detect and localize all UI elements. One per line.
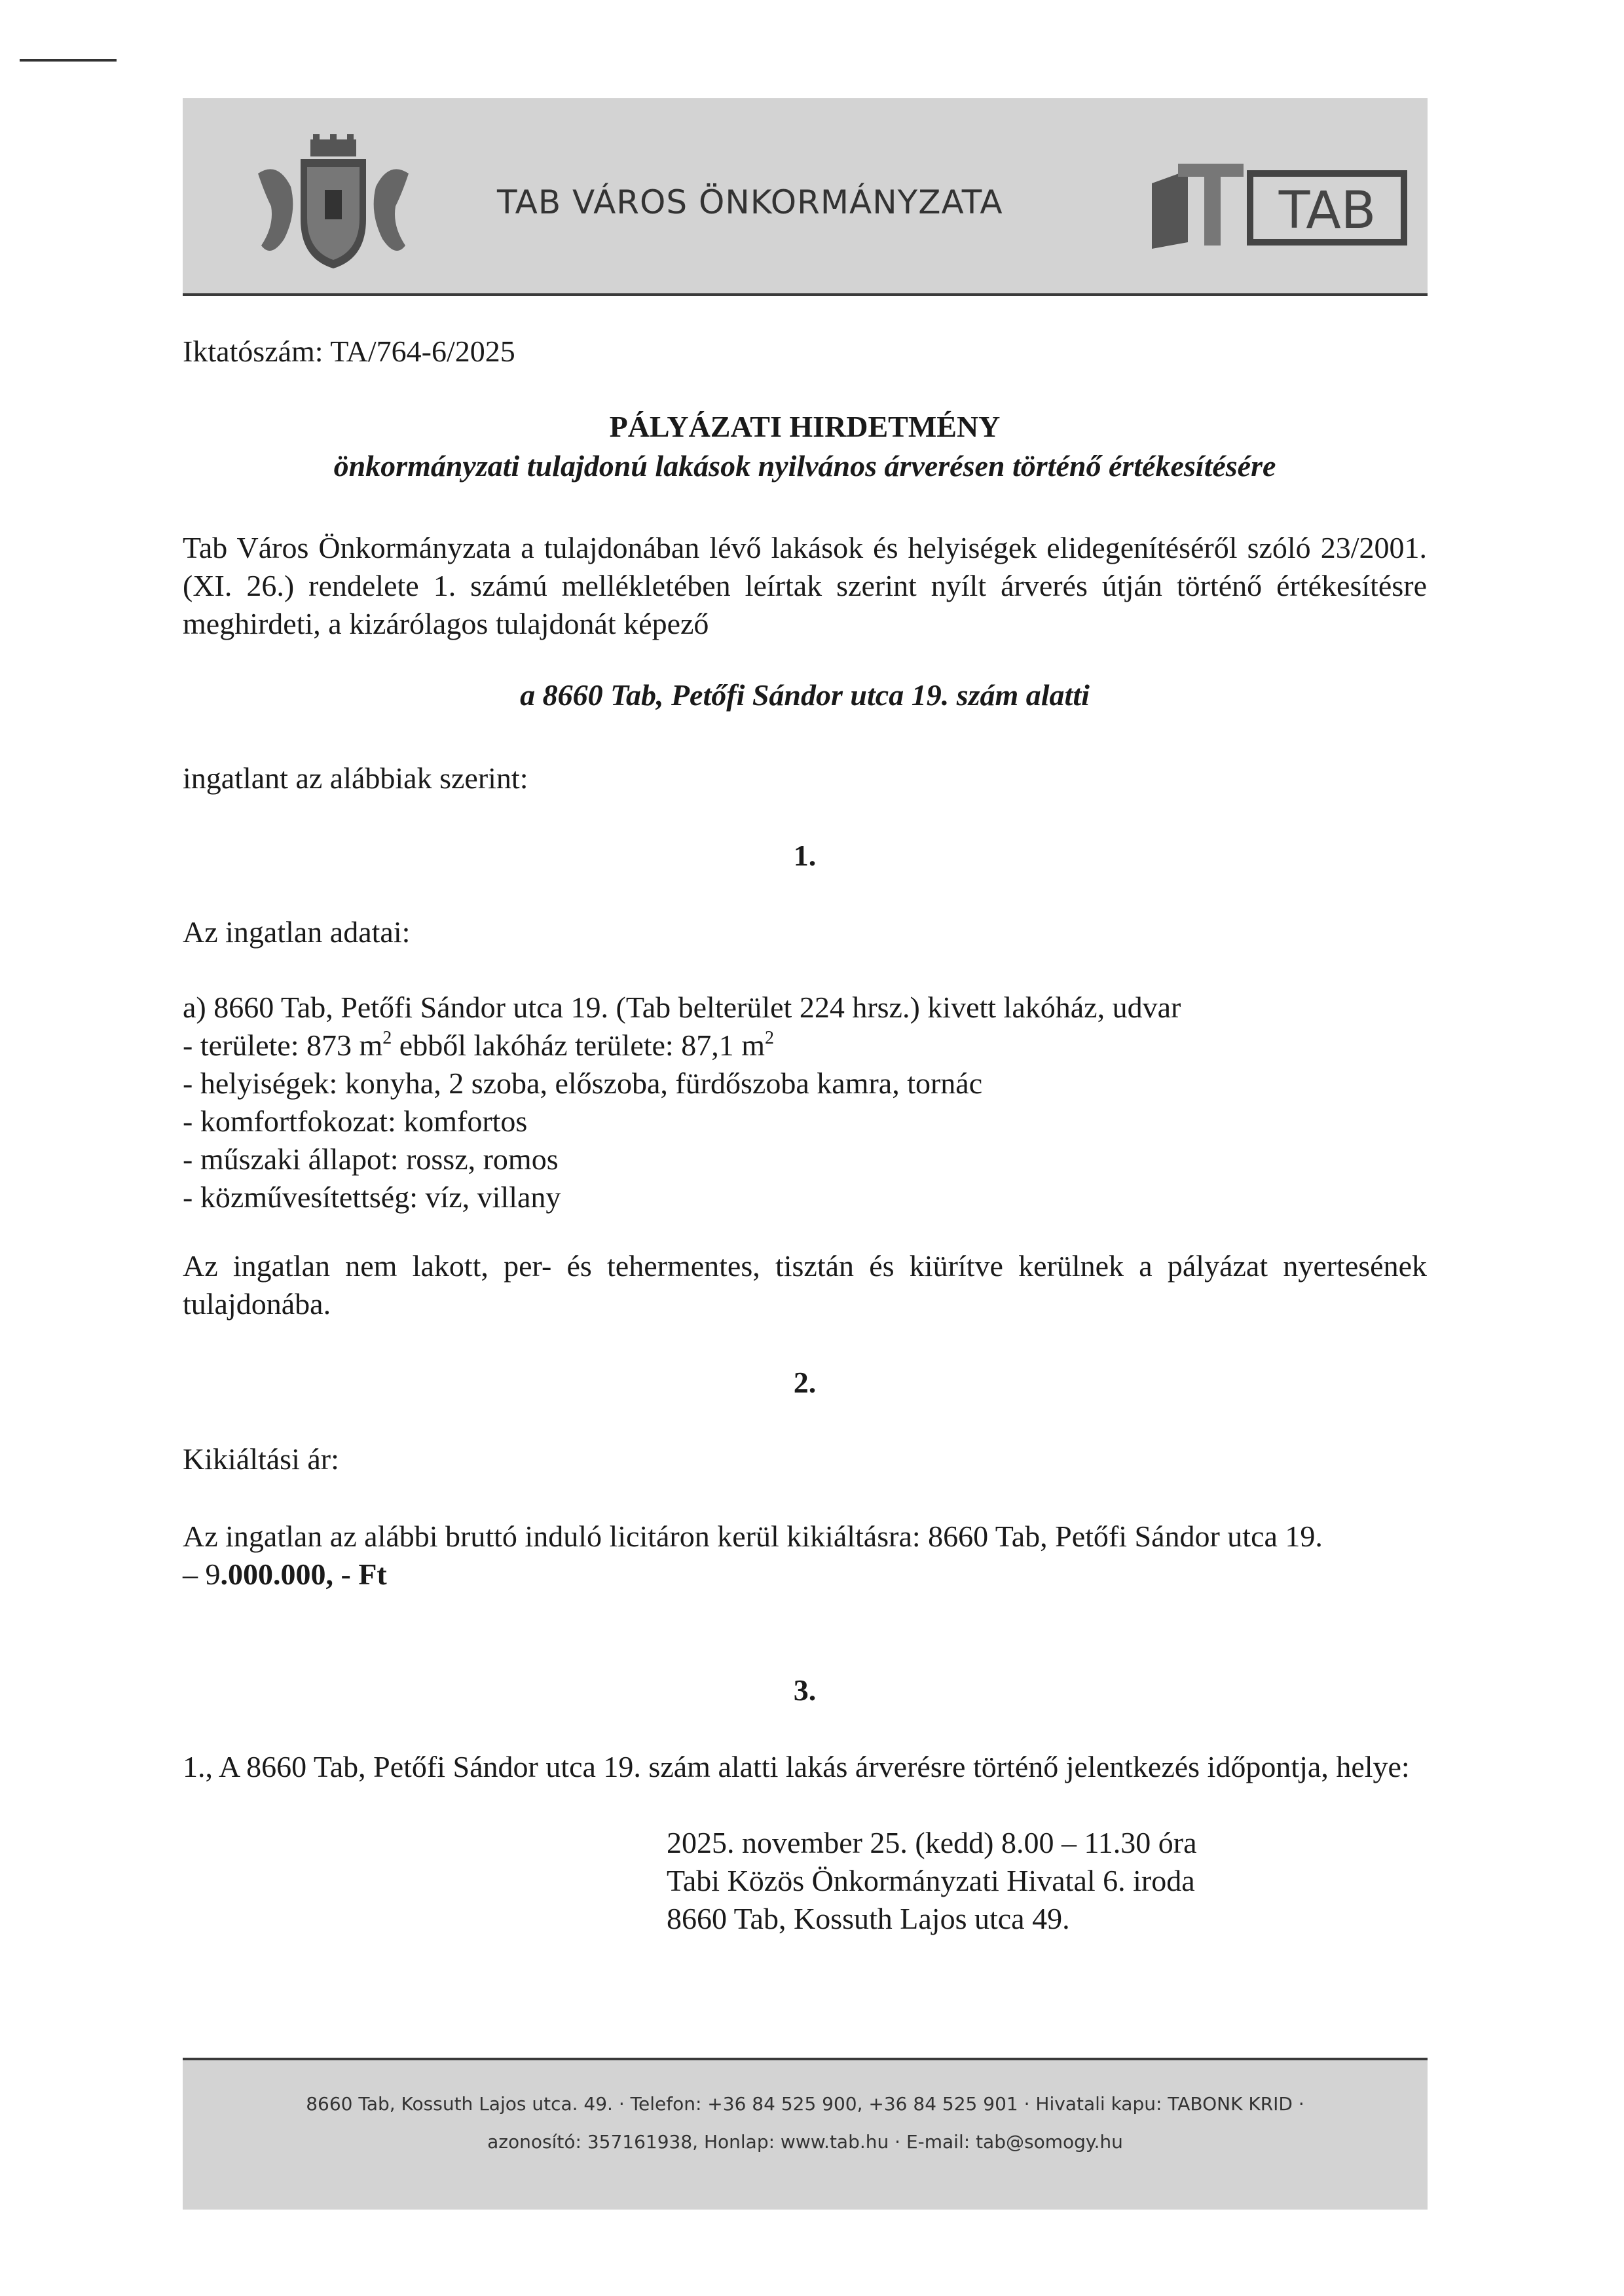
footer-contact-line-2: azonosító: 357161938, Honlap: www.tab.hu · E-mail: tab@somogy.hu <box>487 2131 1123 2153</box>
scan-mark <box>20 59 117 62</box>
notice-subtitle: önkormányzati tulajdonú lakások nyilvános árverésen történő értékesítésére <box>333 449 1276 483</box>
property-rooms: - helyiségek: konyha, 2 szoba, előszoba, fürdőszoba kamra, tornác <box>183 1066 983 1100</box>
section-2-number: 2. <box>793 1366 817 1399</box>
property-comfort: - komfortfokozat: komfortos <box>183 1104 528 1138</box>
letterhead <box>183 98 1428 296</box>
property-line-a: a) 8660 Tab, Petőfi Sándor utca 19. (Tab belterület 224 hrsz.) kivett lakóház, udvar <box>183 991 1181 1024</box>
registration-place: Tabi Közös Önkormányzati Hivatal 6. iroda <box>667 1864 1195 1897</box>
footer-contact-line-1: 8660 Tab, Kossuth Lajos utca. 49. · Telefon: +36 84 525 900, +36 84 525 901 · Hivatali kapu: TABONK KRID · <box>306 2093 1304 2115</box>
notice-title: PÁLYÁZATI HIRDETMÉNY <box>609 410 1001 443</box>
property-details <box>183 989 1181 1216</box>
registration-details <box>667 1824 1197 1938</box>
starting-price-text: Az ingatlan az alábbi bruttó induló licitáron kerül kikiáltásra: 8660 Tab, Petőfi Sándor utca 19. <box>183 1520 1323 1553</box>
coat-of-arms-icon <box>245 134 422 272</box>
section-3-number: 3. <box>793 1673 817 1707</box>
section-2-label: Kikiáltási ár: <box>183 1442 339 1476</box>
property-condition: - műszaki állapot: rossz, romos <box>183 1142 559 1176</box>
section-1-number: 1. <box>793 839 817 872</box>
property-status: Az ingatlan nem lakott, per- és tehermentes, tisztán és kiürítve kerülnek a pályázat nyertesének tulajdonába. <box>183 1249 1427 1321</box>
footer <box>183 2058 1428 2210</box>
section-1-label: Az ingatlan adatai: <box>183 915 411 949</box>
registration-info: 1., A 8660 Tab, Petőfi Sándor utca 19. szám alatti lakás árverésre történő jelentkezés időpontja, helye: <box>183 1750 1410 1783</box>
registration-date: 2025. november 25. (kedd) 8.00 – 11.30 óra <box>667 1826 1197 1859</box>
municipality-title: TAB VÁROS ÖNKORMÁNYZATA <box>497 183 1003 221</box>
property-intro: ingatlant az alábbiak szerint: <box>183 761 528 795</box>
property-address: a 8660 Tab, Petőfi Sándor utca 19. szám alatti <box>520 678 1090 712</box>
property-area: - területe: 873 $m^2$ ebből lakóház területe: 87,1 $m^2$ <box>183 1028 774 1062</box>
intro-paragraph: Tab Város Önkormányzata a tulajdonában lévő lakások és helyiségek elidegenítéséről szóló 23/2001. (XI. 26.) rendelete 1. számú mellékletében leírtak szerint nyílt árverés útján történő értékesítésre meghirdeti, a kizárólagos tulajdonát képező <box>183 531 1427 640</box>
tab-logo-icon <box>1152 157 1407 252</box>
starting-price: – 9.000.000, - Ft <box>183 1558 387 1591</box>
registration-address: 8660 Tab, Kossuth Lajos utca 49. <box>667 1902 1070 1935</box>
logo-text: TAB <box>1278 181 1376 240</box>
registration-number: Iktatószám: TA/764-6/2025 <box>183 335 515 368</box>
property-utilities: - közművesítettség: víz, villany <box>183 1180 561 1214</box>
